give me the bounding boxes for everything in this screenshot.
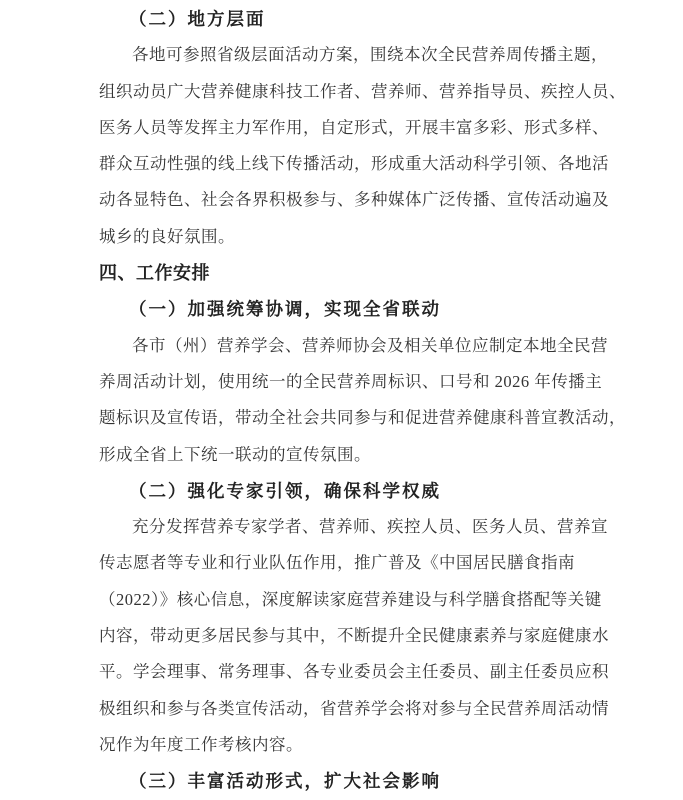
heading-line: 四、工作安排 — [99, 263, 210, 284]
paragraph-line: 群众互动性强的线上线下传播活动，形成重大活动科学引领、各地活 — [99, 154, 609, 174]
section-subheading-local-level — [99, 1, 683, 37]
paragraph-line: （2022）》核心信息，深度解读家庭营养建设与科学膳食搭配等关键 — [99, 589, 602, 609]
paragraph-line: 各市（州）营养学会、营养师协会及相关单位应制定本地全民营 — [132, 335, 608, 355]
section-subheading-coordination — [99, 291, 683, 327]
subheading-line: （二）地方层面 — [129, 9, 266, 29]
paragraph-local-level — [99, 37, 683, 255]
subheading-line: （一）加强统筹协调，实现全省联动 — [129, 299, 441, 320]
section-heading-work-arrangement — [99, 255, 683, 291]
section-subheading-enrich-activities — [99, 763, 683, 799]
paragraph-line: 组织动员广大营养健康科技工作者、营养师、营养指导员、疾控人员、 — [99, 81, 626, 101]
paragraph-line: 城乡的良好氛围。 — [99, 226, 235, 246]
subheading-line: （二）强化专家引领，确保科学权威 — [129, 480, 441, 501]
paragraph-line: 传志愿者等专业和行业队伍作用，推广普及《中国居民膳食指南 — [99, 553, 575, 573]
paragraph-line: 医务人员等发挥主力军作用，自定形式，开展丰富多彩、形式多样、 — [99, 117, 609, 137]
paragraph-line: 极组织和参与各类宣传活动，省营养学会将对参与全民营养周活动情 — [99, 698, 609, 718]
paragraph-line: 内容，带动更多居民参与其中，不断提升全民健康素养与家庭健康水 — [99, 626, 609, 646]
paragraph-line: 平。学会理事、常务理事、各专业委员会主任委员、副主任委员应积 — [99, 662, 609, 682]
paragraph-expert-guidance — [99, 509, 683, 763]
paragraph-line: 动各显特色、社会各界积极参与、多种媒体广泛传播、宣传活动遍及 — [99, 190, 609, 210]
paragraph-line: 各地可参照省级层面活动方案，围绕本次全民营养周传播主题， — [132, 45, 608, 65]
section-subheading-expert-guidance — [99, 473, 683, 509]
paragraph-line: 形成全省上下统一联动的宣传氛围。 — [99, 444, 371, 464]
paragraph-line: 养周活动计划，使用统一的全民营养周标识、口号和 2026 年传播主 — [99, 371, 603, 391]
subheading-line: （三）丰富活动形式，扩大社会影响 — [129, 771, 441, 792]
paragraph-line: 况作为年度工作考核内容。 — [99, 734, 303, 754]
paragraph-coordination — [99, 328, 683, 473]
paragraph-line: 题标识及宣传语，带动全社会共同参与和促进营养健康科普宣教活动， — [99, 408, 626, 428]
paragraph-line: 充分发挥营养专家学者、营养师、疾控人员、医务人员、营养宣 — [132, 517, 608, 537]
